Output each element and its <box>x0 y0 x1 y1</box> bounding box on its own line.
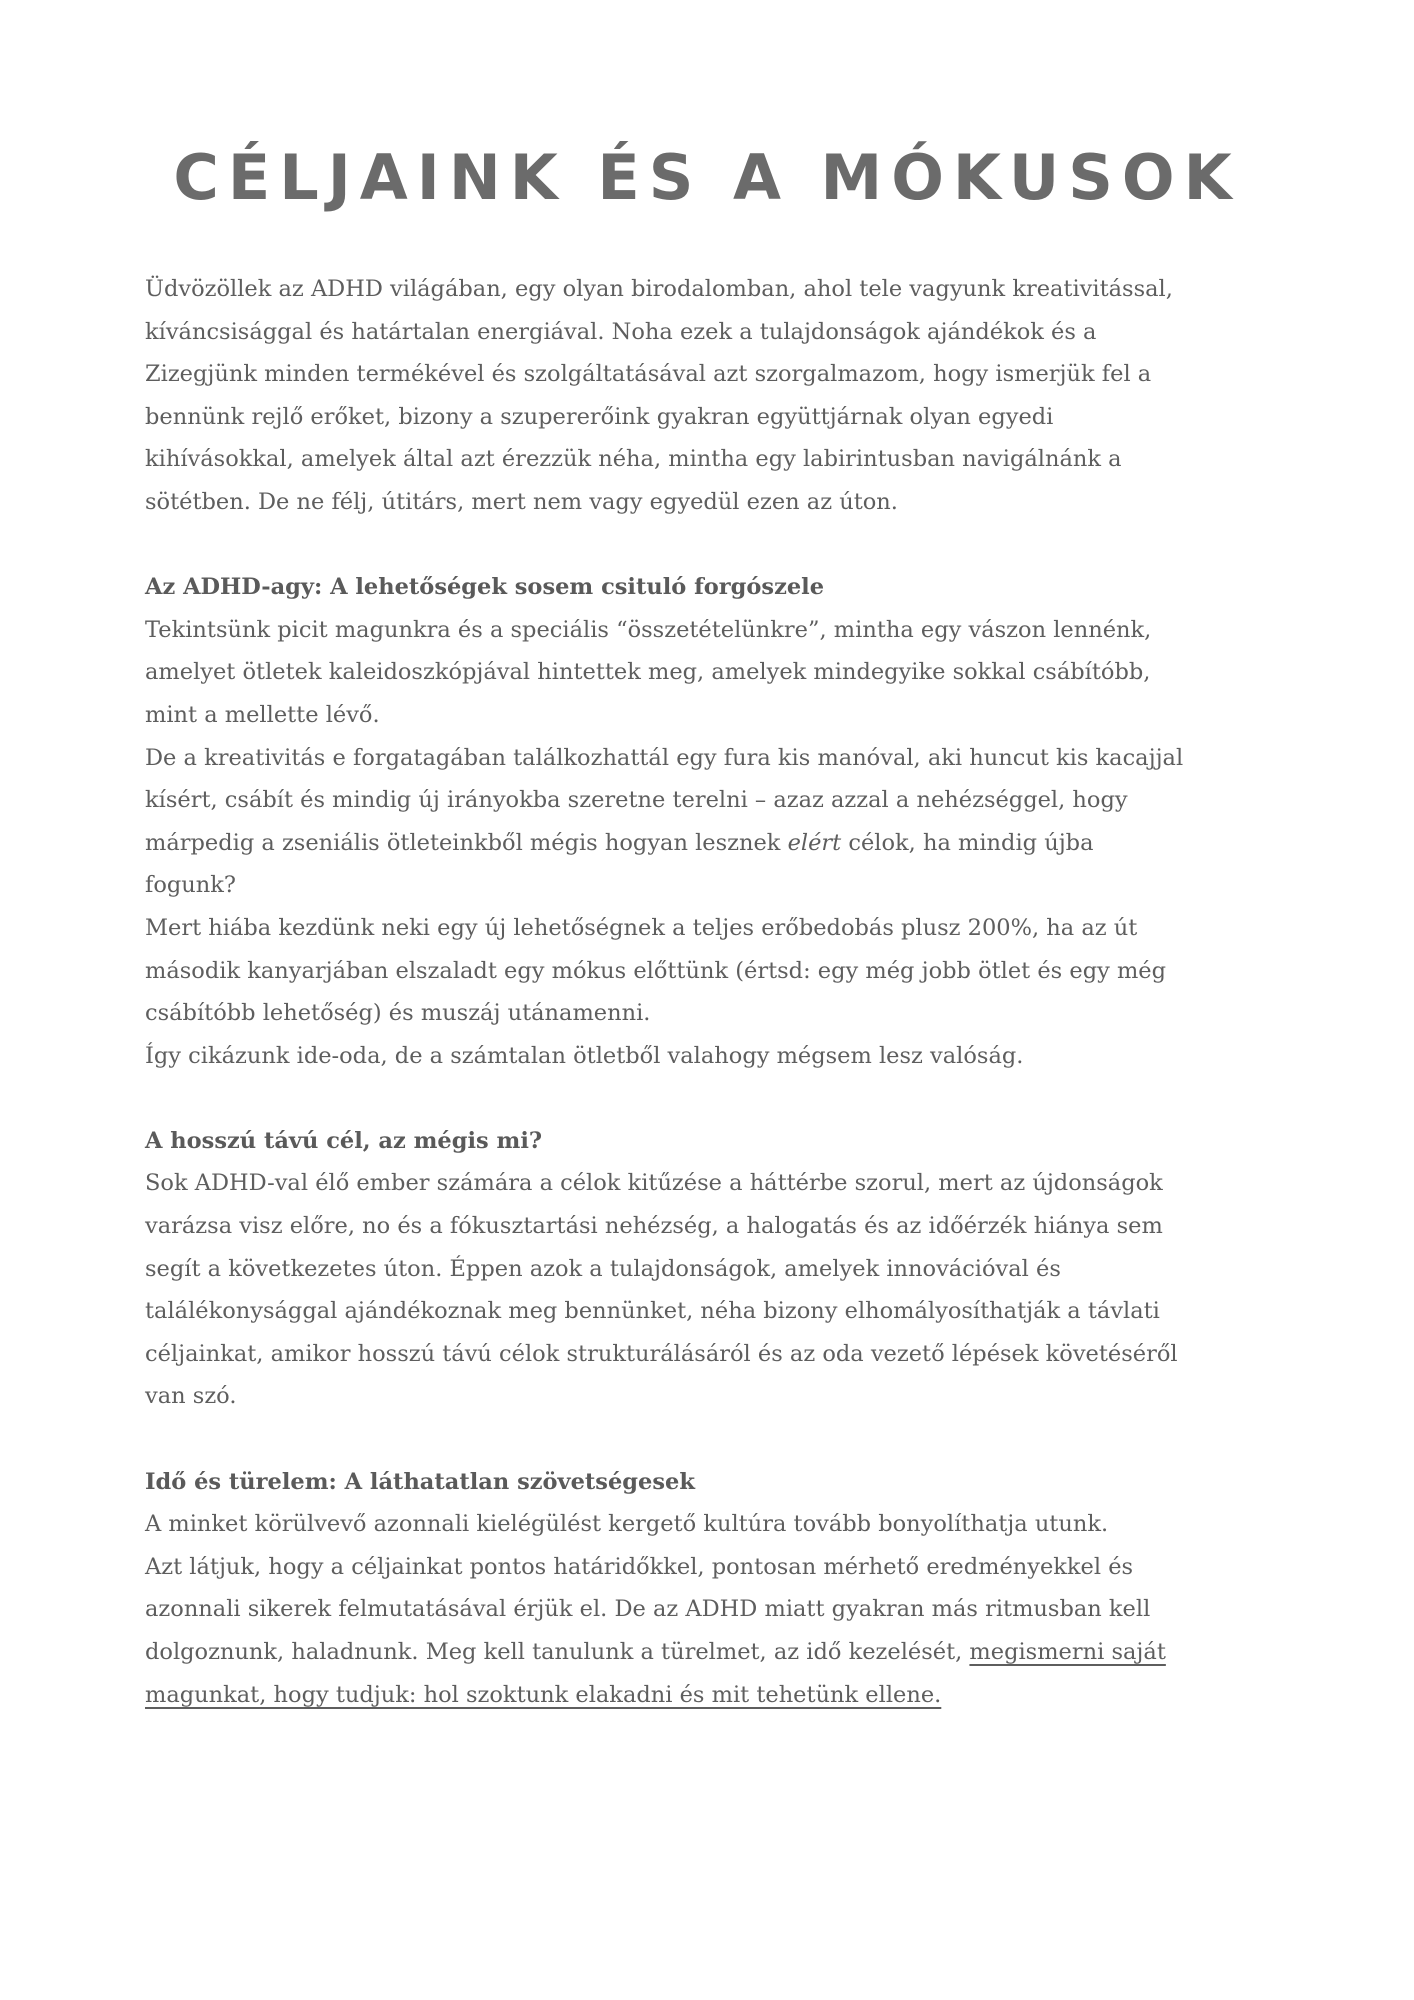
section-heading: A hosszú távú cél, az mégis mi? <box>145 1127 543 1154</box>
text-line: Azt látjuk, hogy a céljainkat pontos határidőkkel, pontosan mérhető eredményekkel és <box>145 1553 1134 1580</box>
text-line: A minket körülvevő azonnali kielégülést kergető kultúra tovább bonyolíthatja utunk. <box>145 1511 1109 1538</box>
text-line: Tekintsünk picit magunkra és a speciális “összetételünkre”, mintha egy vászon lennénk, <box>145 616 1152 643</box>
text-fragment: dolgoznunk, haladnunk. Meg kell tanulunk a türelmet, az idő kezelését, <box>145 1639 970 1665</box>
text-line: azonnali sikerek felmutatásával érjük el. De az ADHD miatt gyakran más ritmusban kell <box>145 1596 1151 1623</box>
text-line <box>145 1674 1275 1717</box>
paragraph-spacer <box>145 524 1275 567</box>
text-line: céljainkat, amikor hosszú távú célok strukturálásáról és az oda vezető lépések követéséről <box>145 1340 1178 1367</box>
paragraph-spacer <box>145 1418 1275 1461</box>
intro-paragraph <box>145 268 1275 524</box>
text-line: Így cikázunk ide-oda, de a számtalan ötletből valahogy mégsem lesz valóság. <box>145 1042 1024 1069</box>
text-line: sötétben. De ne félj, útitárs, mert nem vagy egyedül ezen az úton. <box>145 488 898 515</box>
section-heading: Az ADHD-agy: A lehetőségek sosem csituló forgószele <box>145 574 825 601</box>
text-line <box>145 822 1275 865</box>
underlined-link-text[interactable]: megismerni saját <box>969 1639 1166 1665</box>
text-line: második kanyarjában elszaladt egy mókus előttünk (értsd: egy még jobb ötlet és egy még <box>145 957 1167 984</box>
text-line: találékonysággal ajándékoznak meg bennünket, néha bizony elhomályosíthatják a távlati <box>145 1298 1160 1325</box>
text-line <box>145 1631 1275 1674</box>
section-adhd-brain <box>145 566 1275 1077</box>
underlined-link-text[interactable]: magunkat, hogy tudjuk: hol szoktunk elakadni és mit tehetünk ellene. <box>145 1681 942 1708</box>
text-line: varázsa visz előre, no és a fókusztartási nehézség, a halogatás és az időérzék hiánya sem <box>145 1213 1163 1240</box>
text-line: fogunk? <box>145 872 236 899</box>
text-line: segít a következetes úton. Éppen azok a tulajdonságok, amelyek innovációval és <box>145 1255 1061 1282</box>
italic-word: elért <box>787 829 842 856</box>
text-line: Mert hiába kezdünk neki egy új lehetőségnek a teljes erőbedobás plusz 200%, ha az út <box>145 914 1138 941</box>
section-long-term-goal <box>145 1120 1275 1418</box>
text-line: De a kreativitás e forgatagában találkozhattál egy fura kis manóval, aki huncut kis kacajjal <box>145 744 1184 771</box>
paragraph-spacer <box>145 1077 1275 1120</box>
text-line: van szó. <box>145 1383 237 1410</box>
page-title: CÉLJAINK ÉS A MÓKUSOK <box>173 141 1241 214</box>
text-fragment: célok, ha mindig újba <box>841 829 1094 856</box>
text-line: Üdvözöllek az ADHD világában, egy olyan birodalomban, ahol tele vagyunk kreativitással, <box>145 276 1173 302</box>
text-line: csábítóbb lehetőség) és muszáj utánamenni. <box>145 1000 651 1027</box>
text-line: amelyet ötletek kaleidoszkópjával hintettek meg, amelyek mindegyike sokkal csábítóbb, <box>145 659 1151 686</box>
text-line: Sok ADHD-val élő ember számára a célok kitűzése a háttérbe szorul, mert az újdonságok <box>145 1170 1163 1197</box>
text-line: bennünk rejlő erőket, bizony a szupererőink gyakran együttjárnak olyan egyedi <box>145 403 1054 430</box>
article-body <box>145 268 1275 1716</box>
text-line: kísért, csábít és mindig új irányokba szeretne terelni – azaz azzal a nehézséggel, hogy <box>145 787 1128 814</box>
section-heading: Idő és türelem: A láthatatlan szövetségesek <box>145 1468 695 1495</box>
text-line: mint a mellette lévő. <box>145 701 380 728</box>
section-time-and-patience <box>145 1461 1275 1717</box>
text-line: kíváncsisággal és határtalan energiával. Noha ezek a tulajdonságok ajándékok és a <box>145 318 1097 345</box>
text-line: kihívásokkal, amelyek által azt érezzük néha, mintha egy labirintusban navigálnánk a <box>145 446 1122 473</box>
text-fragment: márpedig a zseniális ötleteinkből mégis hogyan lesznek <box>145 829 788 856</box>
text-line: Zizegjünk minden termékével és szolgáltatásával azt szorgalmazom, hogy ismerjük fel a <box>145 361 1152 388</box>
